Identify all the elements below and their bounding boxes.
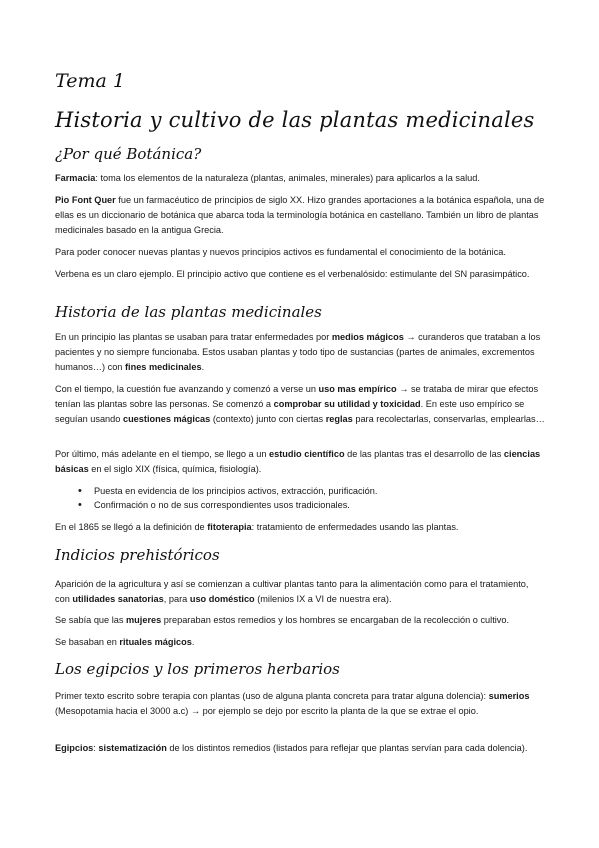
document-title: Historia y cultivo de las plantas medicinales [55, 108, 535, 132]
section-heading-indicios: Indicios prehistóricos [55, 546, 220, 564]
paragraph-pio-font-quer: Pio Font Quer fue un farmacéutico de principios de siglo XX. Hizo grandes aportaciones a la botánica española, una de ellas es un diccionario de botánica que abarca toda la terminología botánica en castellano. También un libro de plantas medicinales basado en la antigua Grecia. [55, 195, 545, 235]
topic-number: Tema 1 [55, 70, 125, 92]
bullet-list [78, 484, 377, 512]
paragraph-egipcios: Egipcios: sistematización de los distintos remedios (listados para reflejar que plantas servían para cada dolencia). [55, 743, 528, 753]
paragraph-conocer-plantas: Para poder conocer nuevas plantas y nuevos principios activos es fundamental el conocimiento de la botánica. [55, 247, 506, 257]
section-heading-por-que-botanica: ¿Por qué Botánica? [55, 145, 202, 163]
paragraph-uso-empirico: Con el tiempo, la cuestión fue avanzando y comenzó a verse un uso mas empírico → se trataba de mirar que efectos tenían las plantas sobre las personas. Se comenzó a comprobar su utilidad y toxicidad. En este uso empírico se seguían usando cuestiones mágicas (contexto) junto con ciertas reglas para recolectarlas, conservarlas, emplearlas… [55, 384, 545, 424]
list-item: • Confirmación o no de sus correspondientes usos tradicionales. [78, 498, 377, 512]
section-heading-egipcios: Los egipcios y los primeros herbarios [55, 660, 340, 678]
paragraph-fitoterapia: En el 1865 se llegó a la definición de fitoterapia: tratamiento de enfermedades usando las plantas. [55, 522, 459, 532]
paragraph-medios-magicos: En un principio las plantas se usaban para tratar enfermedades por medios mágicos → curanderos que trataban a los pacientes y no siempre funcionaba. Estos usaban plantas y todo tipo de sustancias (partes de animales, excrementos humanos…) con fines medicinales. [55, 332, 541, 372]
paragraph-farmacia: Farmacia: toma los elementos de la naturaleza (plantas, animales, minerales) para aplicarlos a la salud. [55, 173, 480, 183]
section-heading-historia: Historia de las plantas medicinales [55, 303, 322, 321]
paragraph-verbena: Verbena es un claro ejemplo. El principio activo que contiene es el verbenalósido: estimulante del SN parasimpático. [55, 269, 530, 279]
paragraph-agricultura: Aparición de la agricultura y así se comienzan a cultivar plantas tanto para la alimentación como para el tratamiento, con utilidades sanatorias, para uso doméstico (milenios IX a VI de nuestra era). [55, 579, 529, 604]
paragraph-rituales: Se basaban en rituales mágicos. [55, 637, 195, 647]
paragraph-sumerios: Primer texto escrito sobre terapia con plantas (uso de alguna planta concreta para tratar alguna dolencia): sumerios (Mesopotamia hacia el 3000 a.c) → por ejemplo se dejo por escrito la planta de la que se extrae el opio. [55, 691, 530, 716]
paragraph-estudio-cientifico: Por último, más adelante en el tiempo, se llego a un estudio científico de las plantas tras el desarrollo de las ciencias básicas en el siglo XIX (física, química, fisiología). [55, 449, 541, 474]
list-item: • Puesta en evidencia de los principios activos, extracción, purificación. [78, 484, 377, 498]
paragraph-mujeres: Se sabía que las mujeres preparaban estos remedios y los hombres se encargaban de la recolección o cultivo. [55, 615, 510, 625]
